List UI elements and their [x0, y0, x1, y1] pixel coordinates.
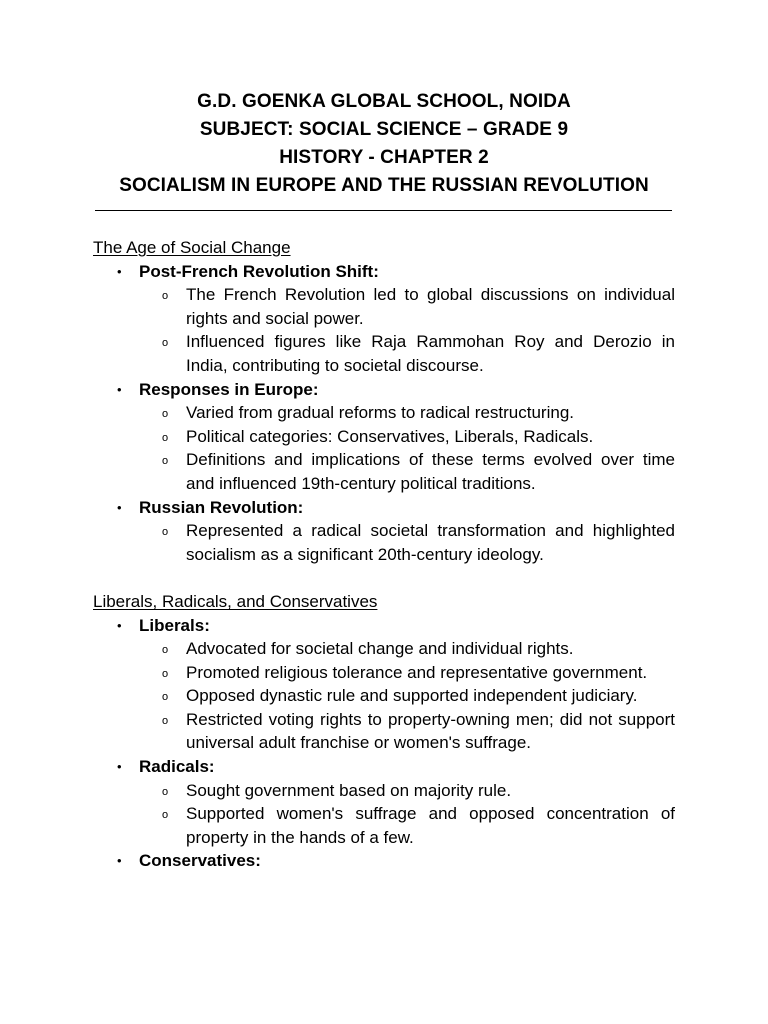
- point-item: [139, 425, 675, 449]
- point-item: [139, 519, 675, 566]
- point-text: The French Revolution led to global discussions on individual rights and social power.: [186, 285, 675, 328]
- bullet-icon: •: [117, 263, 122, 279]
- topic-item: [93, 496, 675, 567]
- point-text: Varied from gradual reforms to radical restructuring.: [186, 403, 575, 423]
- point-item: [139, 330, 675, 377]
- topic-item: [93, 755, 675, 849]
- point-item: [139, 684, 675, 708]
- point-text: Supported women's suffrage and opposed concentration of property in the hands of a few.: [186, 804, 675, 847]
- section-liberals-radicals-conservatives: [93, 590, 675, 873]
- topic-list: [93, 260, 675, 567]
- point-text: Advocated for societal change and individual rights.: [186, 639, 574, 659]
- section-title: The Age of Social Change: [93, 238, 291, 257]
- topic-label: Liberals:: [139, 615, 210, 635]
- point-text: Definitions and implications of these terms evolved over time and influenced 19th-century political traditions.: [186, 450, 675, 493]
- bullet-icon: •: [117, 617, 122, 633]
- point-item: [139, 637, 675, 661]
- topic-label: Russian Revolution:: [139, 497, 304, 517]
- circle-bullet-icon: o: [162, 691, 169, 704]
- circle-bullet-icon: o: [162, 408, 169, 421]
- topic-label: Conservatives:: [139, 851, 261, 871]
- bullet-icon: •: [117, 759, 122, 775]
- topic-label: Responses in Europe:: [139, 379, 319, 399]
- circle-bullet-icon: o: [162, 431, 169, 444]
- circle-bullet-icon: o: [162, 526, 169, 539]
- circle-bullet-icon: o: [162, 290, 169, 303]
- point-item: [139, 401, 675, 425]
- bullet-icon: •: [117, 853, 122, 869]
- point-item: [139, 283, 675, 330]
- topic-item: [93, 378, 675, 496]
- point-text: Political categories: Conservatives, Liberals, Radicals.: [186, 426, 594, 446]
- point-text: Sought government based on majority rule.: [186, 780, 512, 800]
- point-list: [139, 283, 675, 377]
- circle-bullet-icon: o: [162, 809, 169, 822]
- point-item: [139, 448, 675, 495]
- subject-line: SUBJECT: SOCIAL SCIENCE – GRADE 9: [199, 119, 569, 140]
- circle-bullet-icon: o: [162, 714, 169, 727]
- topic-label: Post-French Revolution Shift:: [139, 261, 379, 281]
- school-name: G.D. GOENKA GLOBAL SCHOOL, NOIDA: [197, 91, 571, 112]
- point-list: [139, 779, 675, 850]
- topic-item: [93, 260, 675, 378]
- point-text: Represented a radical societal transformation and highlighted socialism as a significant 20th-century ideology.: [186, 521, 675, 564]
- section-age-of-social-change: [93, 236, 675, 566]
- point-text: Influenced figures like Raja Rammohan Roy and Derozio in India, contributing to societal discourse.: [186, 332, 675, 375]
- circle-bullet-icon: o: [162, 667, 169, 680]
- chapter-title: SOCIALISM IN EUROPE AND THE RUSSIAN REVOLUTION: [119, 175, 649, 196]
- topic-list: [93, 614, 675, 874]
- section-title: Liberals, Radicals, and Conservatives: [93, 591, 378, 611]
- circle-bullet-icon: o: [162, 455, 169, 468]
- topic-label: Radicals:: [139, 757, 215, 777]
- point-list: [139, 519, 675, 566]
- point-text: Promoted religious tolerance and representative government.: [186, 662, 648, 682]
- point-item: [139, 802, 675, 849]
- point-item: [139, 661, 675, 685]
- circle-bullet-icon: o: [162, 337, 169, 350]
- bullet-icon: •: [117, 381, 122, 397]
- circle-bullet-icon: o: [162, 644, 169, 657]
- point-item: [139, 708, 675, 755]
- notes-content: [93, 236, 675, 873]
- point-item: [139, 779, 675, 803]
- point-text: Opposed dynastic rule and supported independent judiciary.: [186, 686, 638, 706]
- header-divider: [95, 210, 672, 211]
- point-text: Restricted voting rights to property-owning men; did not support universal adult franchise or women's suffrage.: [186, 709, 675, 753]
- bullet-icon: •: [117, 499, 122, 515]
- circle-bullet-icon: o: [162, 785, 169, 798]
- document-header: [0, 88, 768, 200]
- point-list: [139, 637, 675, 755]
- chapter-line: HISTORY - CHAPTER 2: [279, 147, 489, 168]
- topic-item: [93, 849, 675, 873]
- topic-item: [93, 614, 675, 756]
- point-list: [139, 401, 675, 495]
